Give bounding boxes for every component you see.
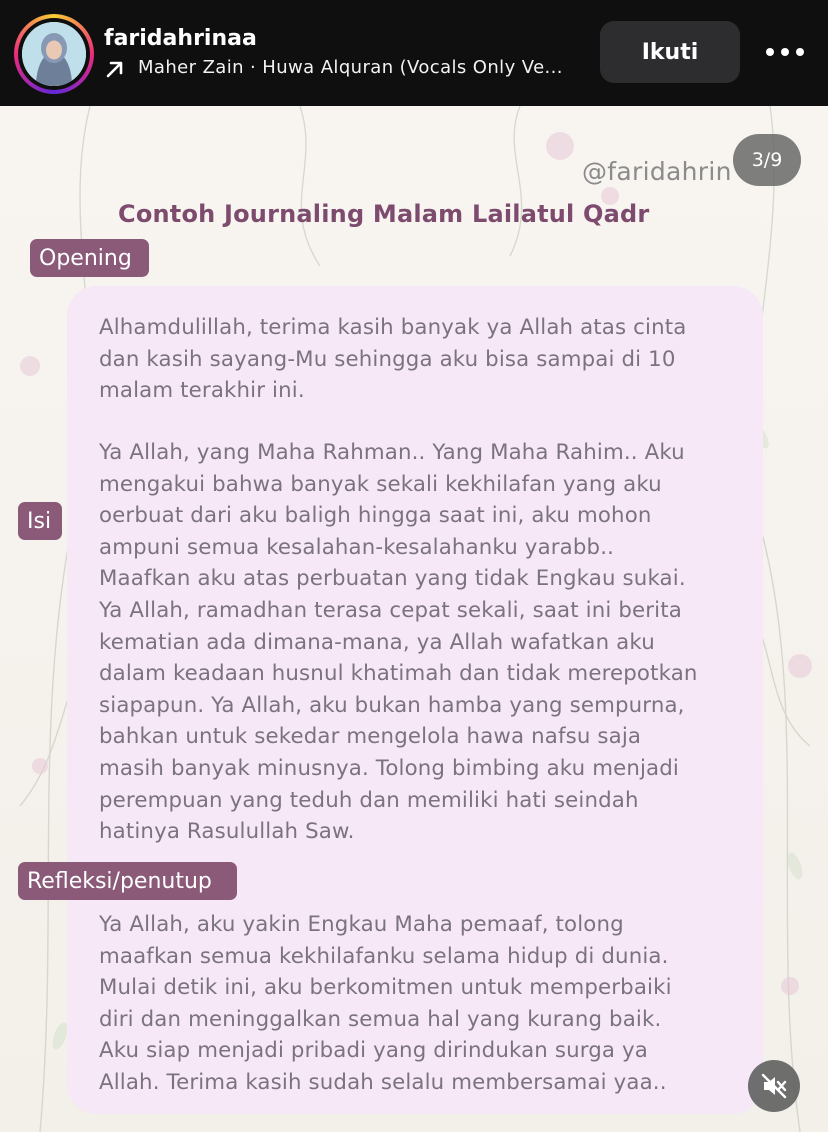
text-line: masih banyak minusnya. Tolong bimbing aku menjadi (99, 755, 679, 781)
text-line: hatinya Rasulullah Saw. (99, 819, 355, 845)
text-line: bahkan untuk sekedar mengelola hawa nafsu saja (99, 724, 642, 750)
text-line: Aku siap menjadi pribadi yang dirindukan surga ya (99, 1038, 649, 1064)
mute-button[interactable] (748, 1060, 800, 1112)
text-line: diri dan meninggalkan semua hal yang kurang baik. (99, 1006, 662, 1032)
username[interactable]: faridahrinaa (104, 26, 257, 51)
arrow-up-right-icon (104, 58, 126, 80)
text-line: Alhamdulillah, terima kasih banyak ya Allah atas cinta (99, 315, 687, 340)
slide-title: Contoh Journaling Malam Lailatul Qadr (118, 200, 650, 228)
text-line: Ya Allah, aku yakin Engkau Maha pemaaf, tolong (99, 912, 624, 937)
story-ring[interactable] (14, 14, 94, 94)
text-line: perempuan yang teduh dan memiliki hati seindah (99, 787, 639, 813)
text-line: Maafkan aku atas perbuatan yang tidak Engkau sukai. (99, 566, 686, 592)
refleksi-paragraph (99, 909, 763, 1099)
follow-button[interactable]: Ikuti (600, 21, 740, 83)
speaker-muted-icon (761, 1073, 787, 1099)
isi-paragraph (99, 437, 763, 848)
text-line: oerbuat dari aku baligh hingga saat ini, aku mohon (99, 503, 652, 529)
label-opening: Opening (30, 239, 149, 277)
text-line: kematian ada dimana-mana, ya Allah wafatkan aku (99, 629, 655, 655)
opening-paragraph (99, 312, 763, 407)
text-line: mengakui bahwa banyak sekali kekhilafan yang aku (99, 471, 662, 497)
watermark-handle: @faridahrin (582, 157, 732, 186)
text-line: dalam keadaan husnul khatimah dan tidak merepotkan (99, 661, 698, 687)
avatar-photo (22, 22, 86, 86)
page-counter: 3/9 (733, 134, 801, 186)
more-horizontal-icon[interactable] (765, 46, 805, 58)
text-line: Ya Allah, yang Maha Rahman.. Yang Maha Rahim.. Aku (99, 440, 685, 465)
text-line: maafkan semua kekhilafanku selama hidup di dunia. (99, 943, 669, 969)
post-header (0, 0, 828, 106)
text-line: ampuni semua kesalahan-kesalahanku yarabb.. (99, 534, 615, 560)
text-line: siapapun. Ya Allah, aku bukan hamba yang sempurna, (99, 692, 685, 718)
text-line: malam terakhir ini. (99, 378, 305, 404)
text-line: Mulai detik ini, aku berkomitmen untuk memperbaiki (99, 975, 672, 1001)
text-line: dan kasih sayang-Mu sehingga aku bisa sampai di 10 (99, 346, 676, 372)
label-isi: Isi (18, 502, 62, 540)
text-line: Ya Allah, ramadhan terasa cepat sekali, saat ini berita (99, 597, 682, 623)
label-refleksi: Refleksi/penutup (18, 862, 237, 900)
music-track[interactable]: Maher Zain · Huwa Alquran (Vocals Only Ve... (138, 57, 563, 78)
text-line: Allah. Terima kasih sudah selalu membersamai yaa.. (99, 1069, 667, 1095)
avatar[interactable] (22, 22, 86, 86)
